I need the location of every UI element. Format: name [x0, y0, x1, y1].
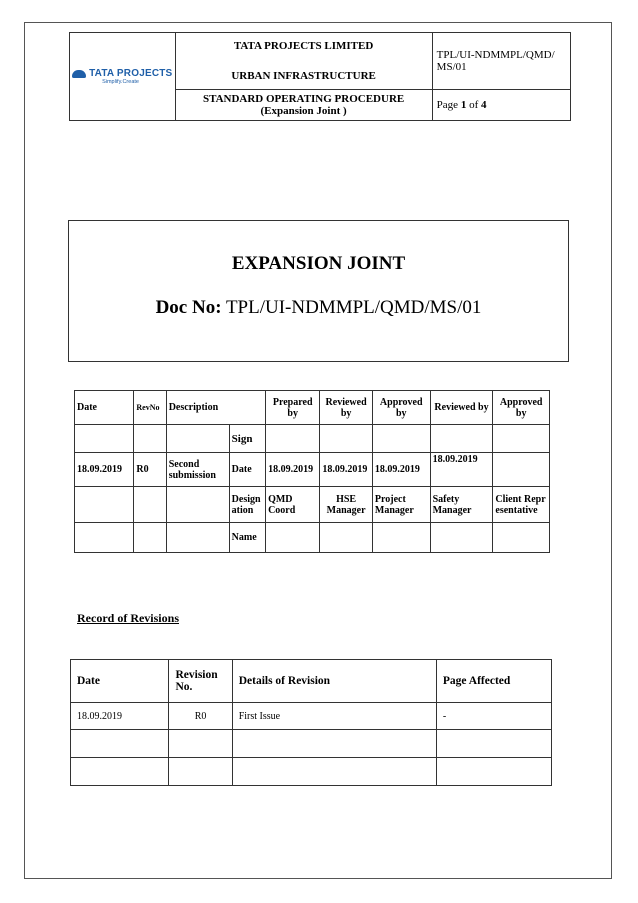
company-cell	[175, 33, 432, 90]
col-rev-no: RevNo	[134, 391, 166, 425]
sop-cell	[175, 90, 432, 121]
rev-row-details: First Issue	[232, 703, 436, 730]
doc-code: TPL/UI-NDMMPL/QMD/MS/01	[436, 49, 555, 73]
date-row-label: Date	[229, 453, 265, 487]
approval-row-description: Second submission	[166, 453, 229, 487]
col-approved-by-1: Approved by	[372, 391, 430, 425]
page-current: 1	[460, 99, 467, 111]
company-name: TATA PROJECTS LIMITED	[233, 40, 374, 52]
title-box	[68, 220, 569, 362]
designation-prepared: QMD Coord	[266, 487, 320, 523]
revisions-table	[70, 659, 552, 786]
name-label: Name	[229, 523, 265, 553]
col-date: Date	[75, 391, 134, 425]
logo-name: TATA PROJECTS	[89, 68, 173, 79]
tata-logo-icon	[72, 70, 86, 78]
doc-no-label: Doc No:	[155, 297, 222, 318]
reviewed-date-1: 18.09.2019	[320, 453, 373, 487]
designation-approved-1: Project Manager	[372, 487, 430, 523]
designation-approved-2: Client Representative	[493, 487, 550, 523]
col-description: Description	[166, 391, 229, 425]
approval-row-rev: R0	[134, 453, 166, 487]
prepared-date: 18.09.2019	[266, 453, 320, 487]
logo-tagline: Simplify.Create	[102, 79, 139, 85]
rev-row-page: -	[436, 703, 551, 730]
table-row	[71, 758, 552, 786]
rev-col-details: Details of Revision	[232, 660, 436, 703]
col-reviewed-by-2: Reviewed by	[430, 391, 493, 425]
doc-code-cell	[432, 33, 570, 90]
rev-row-rev: R0	[169, 703, 232, 730]
rev-col-date: Date	[71, 660, 169, 703]
page-label: Page	[436, 99, 459, 111]
table-row	[71, 703, 552, 730]
logo-cell	[70, 33, 176, 121]
rev-col-rev-no: Revision No.	[169, 660, 232, 703]
page-total: 4	[480, 99, 487, 111]
sop-title: STANDARD OPERATING PROCEDURE	[202, 93, 405, 105]
approval-table	[74, 390, 550, 553]
document-number	[69, 297, 568, 319]
sop-subject: (Expansion Joint )	[260, 105, 347, 117]
sign-label: Sign	[229, 425, 265, 453]
reviewed-date-2: 18.09.2019	[430, 453, 493, 487]
designation-reviewed-2: Safety Manager	[430, 487, 493, 523]
revisions-heading: Record of Revisions	[77, 611, 179, 625]
document-header-table	[69, 32, 571, 121]
rev-row-date: 18.09.2019	[71, 703, 169, 730]
document-title: EXPANSION JOINT	[231, 253, 406, 274]
designation-reviewed-1: HSE Manager	[320, 487, 373, 523]
division-name: URBAN INFRASTRUCTURE	[231, 70, 376, 82]
col-reviewed-by-1: Reviewed by	[320, 391, 373, 425]
page-of: of	[469, 99, 479, 111]
company-logo	[72, 68, 172, 85]
col-prepared-by: Prepared by	[266, 391, 320, 425]
approved-date-1: 18.09.2019	[372, 453, 430, 487]
designation-label: Designation	[229, 487, 265, 523]
col-approved-by-2: Approved by	[493, 391, 550, 425]
rev-col-page: Page Affected	[436, 660, 551, 703]
approval-row-date: 18.09.2019	[75, 453, 134, 487]
table-row	[71, 730, 552, 758]
doc-no-value: TPL/UI-NDMMPL/QMD/MS/01	[225, 297, 482, 318]
page-number-cell	[432, 90, 570, 121]
